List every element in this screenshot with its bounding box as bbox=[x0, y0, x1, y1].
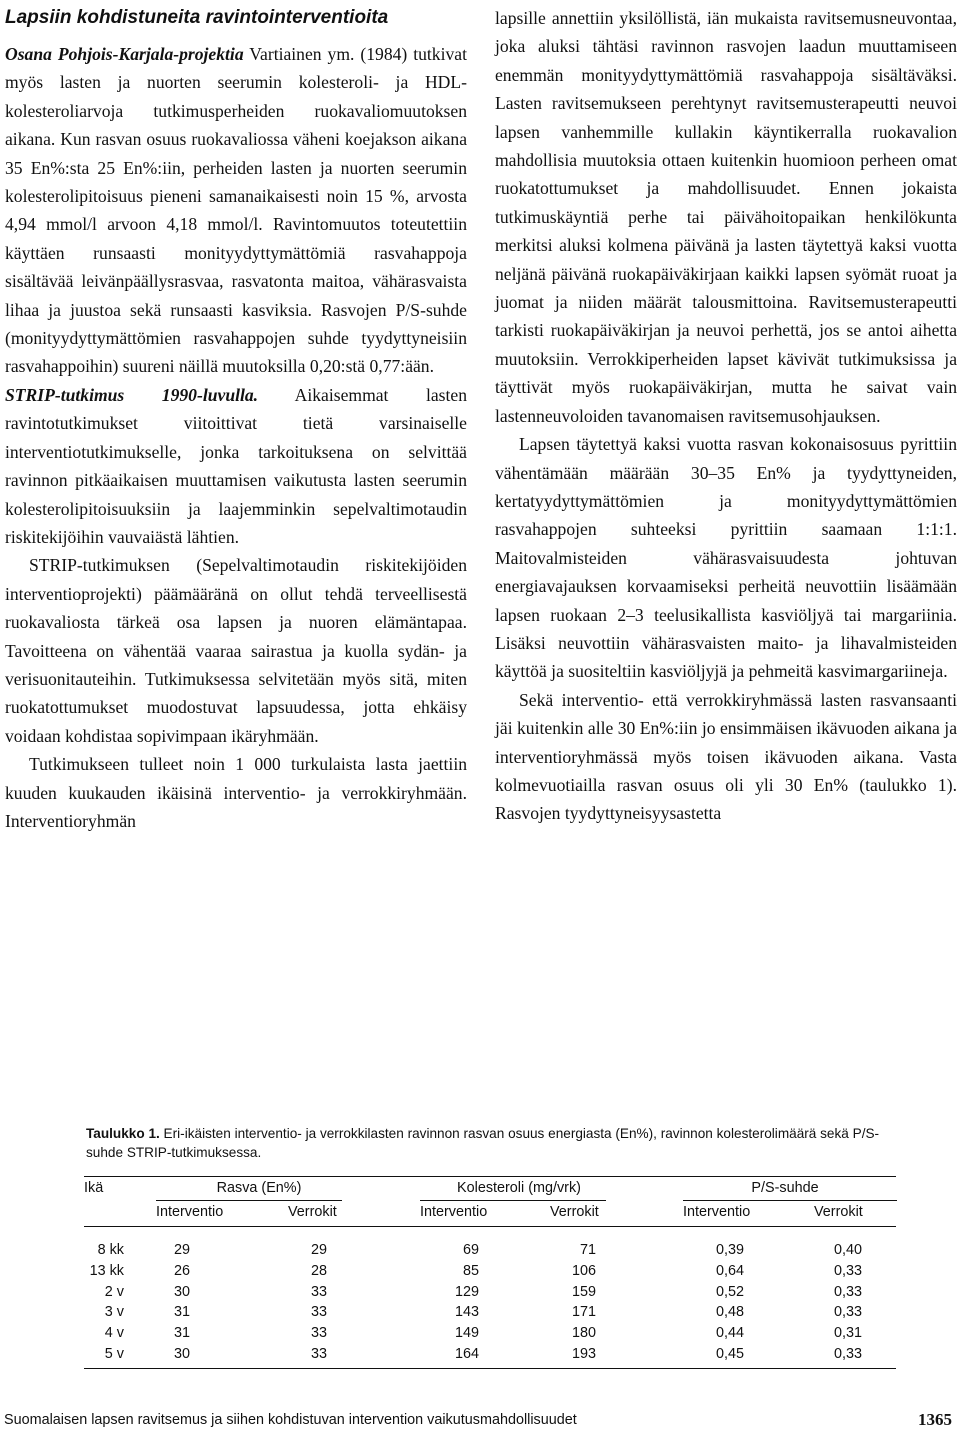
table-cell: 33 bbox=[310, 1325, 327, 1342]
table-cell: 0,33 bbox=[833, 1283, 862, 1300]
column-header: Verrokit bbox=[550, 1204, 599, 1220]
table-cell: 129 bbox=[454, 1283, 479, 1300]
table-cell: 26 bbox=[173, 1262, 190, 1279]
table-cell: 0,39 bbox=[715, 1242, 744, 1258]
table-cell: 0,44 bbox=[715, 1325, 744, 1342]
paragraph bbox=[495, 430, 957, 686]
table-cell: 0,33 bbox=[833, 1262, 862, 1279]
table-cell: 69 bbox=[462, 1242, 479, 1258]
row-age-label: 5 v bbox=[104, 1346, 124, 1362]
right-column bbox=[495, 4, 957, 828]
table-cell: 33 bbox=[310, 1283, 327, 1300]
table-cell: 171 bbox=[571, 1304, 596, 1321]
column-group-header: Ikä bbox=[84, 1180, 104, 1196]
table-cell: 0,33 bbox=[833, 1346, 862, 1362]
table-cell: 0,48 bbox=[715, 1304, 744, 1321]
table-cell: 30 bbox=[173, 1346, 190, 1362]
row-age-label: 4 v bbox=[104, 1325, 124, 1342]
table-cell: 0,33 bbox=[833, 1304, 862, 1321]
table-cell: 0,40 bbox=[833, 1242, 862, 1258]
table-cell: 33 bbox=[310, 1304, 327, 1321]
table-cell: 85 bbox=[462, 1262, 479, 1279]
left-column bbox=[5, 4, 467, 835]
table-cell: 30 bbox=[173, 1283, 190, 1300]
footer-title: Suomalaisen lapsen ravitsemus ja siihen kohdistuvan intervention vaikutusmahdollisuudet bbox=[4, 1412, 577, 1428]
table-cell: 193 bbox=[571, 1346, 596, 1362]
column-header: Verrokit bbox=[288, 1204, 337, 1220]
paragraph-text: Lapsen täytettyä kaksi vuotta rasvan kokonaisosuus pyrittiin vähentämään määrään 30–35 En% ja tyydyttyneiden, kertatyydyttymättömien ja monityydyttymättömien rasvahappojen suhteeksi pyrittiin saamaan 1:1:1. Maitovalmisteiden vähärasvaisuudesta johtuvan energiavajauksen korvaamiseksi perheitä neuvottiin lisäämään lapsen ruokaan 2–3 teelusikallista kasviöljyä tai margariinia. Lisäksi neuvottiin vähärasvaisten maito- ja lihavalmisteiden käyttöä ja suositeltiin kasviöljyjä ja pehmeitä kasvimargariineja. bbox=[495, 434, 957, 682]
table-cell: 0,45 bbox=[715, 1346, 744, 1362]
paragraph-text: Sekä interventio- että verrokkiryhmässä lasten rasvansaanti jäi kuitenkin alle 30 En%:iin jo ensimmäisen ikävuoden aikana ja interventioryhmässä myös toisen ikävuoden aikana. Vasta kolmevuotiailla rasvan osuus oli yli 30 En% (taulukko 1). Rasvojen tyydyttyneisyysastetta bbox=[495, 689, 957, 824]
table-cell: 31 bbox=[173, 1325, 190, 1342]
column-group-header: Rasva (En%) bbox=[216, 1180, 302, 1196]
table-bottom-rule bbox=[84, 1368, 896, 1369]
paragraph bbox=[495, 686, 957, 828]
group-underline bbox=[156, 1200, 342, 1201]
row-age-label: 2 v bbox=[104, 1283, 124, 1300]
table-header-rule bbox=[84, 1226, 896, 1227]
page-number: 1365 bbox=[918, 1410, 952, 1429]
table-cell: 29 bbox=[310, 1242, 327, 1258]
table-caption bbox=[86, 1124, 906, 1162]
table-cell: 71 bbox=[579, 1242, 596, 1258]
run-in-heading: STRIP-tutkimus 1990-luvulla. bbox=[5, 384, 259, 405]
column-group-header: P/S-suhde bbox=[751, 1180, 819, 1196]
paragraph bbox=[495, 4, 957, 430]
table-cell: 180 bbox=[571, 1325, 596, 1342]
column-header: Interventio bbox=[683, 1204, 751, 1220]
paragraph-text: Vartiainen ym. (1984) tutkivat myös lasten ja nuorten seerumin kolesteroli- ja HDL-kolesteroliarvoja tutkimusperheiden ruokavaliomuutoksen aikana. Kun rasvan osuus ruokavaliossa väheni koejakson aikana 35 En%:sta 25 En%:iin, perheiden lasten ja nuorten seerumin kolesterolipitoisuus pieneni samanaikaisesti noin 15 %, arvosta 4,94 mmol/l arvoon 4,18 mmol/l. Ravintomuutos toteutettiin käyttäen runsaasti monityydyttymättömiä rasvahappoja sisältävää leivänpäällysrasvaa, rasvatonta maitoa, vähärasvaista lihaa ja juustoa sekä runsaasti kasviksia. Rasvojen P/S-suhde (monityydyttymättömien rasvahappojen suhde tyydyttyneisiin rasvahappoihin) suureni näillä muutoksilla 0,20:stä 0,77:ään. bbox=[5, 44, 467, 377]
table-cell: 28 bbox=[310, 1262, 327, 1279]
paragraph bbox=[5, 551, 467, 750]
table-cell: 29 bbox=[173, 1242, 190, 1258]
left-paragraphs bbox=[5, 40, 467, 835]
run-in-heading: Osana Pohjois-Karjala-projektia bbox=[5, 44, 244, 64]
group-underline bbox=[683, 1200, 897, 1201]
paragraph bbox=[5, 750, 467, 835]
paragraph-text: Aikaisemmat lasten ravintotutkimukset viitoittivat tietä varsinaiselle interventiotutkimukselle, jonka tarkoituksena on selvittää ravinnon pitkäaikaisen muuttamisen vaikutusta lasten seerumin kolesterolipitoisuuksiin ja laajemminkin sepelvaltimotaudin riskitekijöihin vauvaiästä lähtien. bbox=[5, 384, 467, 547]
table-caption-text: Eri-ikäisten interventio- ja verrokkilasten ravinnon rasvan osuus energiasta (En%), ravinnon kolesterolimäärä sekä P/S-suhde STRIP-tutkimuksessa. bbox=[86, 1126, 880, 1160]
table-cell: 106 bbox=[571, 1262, 596, 1279]
column-group-header: Kolesteroli (mg/vrk) bbox=[457, 1180, 581, 1196]
section-heading: Lapsiin kohdistuneita ravintointerventioita bbox=[5, 7, 389, 28]
paragraph-text: Tutkimukseen tulleet noin 1 000 turkulaista lasta jaettiin kuuden kuukauden ikäisinä interventio- ja verrokkiryhmään. Interventioryhmän bbox=[5, 754, 467, 831]
table-cell: 149 bbox=[454, 1325, 479, 1342]
row-age-label: 13 kk bbox=[89, 1262, 124, 1279]
paragraph bbox=[5, 40, 467, 381]
column-header: Interventio bbox=[420, 1204, 488, 1220]
right-paragraphs bbox=[495, 4, 957, 828]
table-cell: 0,52 bbox=[715, 1283, 744, 1300]
table-cell: 0,64 bbox=[715, 1262, 744, 1279]
table-top-rule bbox=[84, 1176, 896, 1177]
table-caption-label: Taulukko 1. bbox=[86, 1126, 160, 1141]
row-age-label: 8 kk bbox=[97, 1242, 124, 1258]
page-footer bbox=[4, 1410, 954, 1434]
column-header: Verrokit bbox=[814, 1204, 863, 1220]
table-cell: 31 bbox=[173, 1304, 190, 1321]
group-underline bbox=[420, 1200, 606, 1201]
table-cell: 164 bbox=[454, 1346, 479, 1362]
table-cell: 33 bbox=[310, 1346, 327, 1362]
paragraph-text: lapsille annettiin yksilöllistä, iän mukaista ravitsemusneuvontaa, joka aluksi tähtäsi ravinnon rasvojen laadun muuttamiseen enemmän monityydyttymättömiä rasvahappoja sisältäväksi. Lasten ravitsemukseen perehtynyt ravitsemusterapeutti neuvoi lapsen vanhemmille kullakin käyntikerralla ruokavalion mahdollisia muutoksia ottaen kuitenkin huomioon perheen omat ruokatottumukset ja mahdollisuudet. Ennen jokaista tutkimuskäyntiä perhe tai päivähoitopaikan henkilökunta merkitsi aluksi kolmena päivänä ja lasten täytettyä kaksi vuotta neljänä päivänä ruokapäiväkirjaan kaikki lapsen syömät ruoat ja juomat ja niiden määrät talousmittoina. Ravitsemusterapeutti tarkisti ruokapäiväkirjan ja neuvoi perhettä, jos se antoi aihetta muutoksiin. Verrokkiperheiden lapset kävivät tutkimuksissa ja täyttivät myös ruokapäiväkirjan, mutta he saivat vain lastenneuvoloiden tavanomaisen ravitsemusohjauksen. bbox=[495, 8, 957, 426]
paragraph-text: STRIP-tutkimuksen (Sepelvaltimotaudin riskitekijöiden interventioprojekti) päämääränä on ollut tehdä terveellisestä ruokavaliosta tärkeä osa lapsen ja nuoren elämäntapaa. Tavoitteena on vähentää vaaraa sairastua ja kuolla sydän- ja verisuonitauteihin. Tutkimuksessa selvitetään myös sitä, miten ruokatottumukset muodostuvat lapsuudessa, jotta ehkäisy voidaan kohdistaa sopivimpaan ikäryhmään. bbox=[5, 555, 467, 746]
table-cell: 0,31 bbox=[833, 1325, 862, 1342]
paragraph bbox=[5, 381, 467, 551]
table-cell: 143 bbox=[454, 1304, 479, 1321]
column-header: Interventio bbox=[156, 1204, 224, 1220]
table-cell: 159 bbox=[571, 1283, 596, 1300]
row-age-label: 3 v bbox=[104, 1304, 124, 1321]
